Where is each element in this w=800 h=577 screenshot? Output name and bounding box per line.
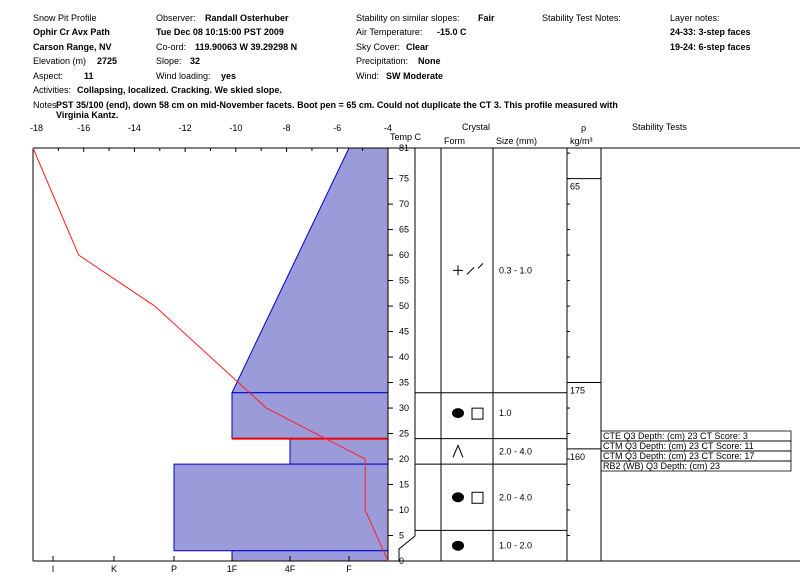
- wind-loading-value: yes: [221, 71, 237, 81]
- air-temp-value: -15.0 C: [437, 27, 467, 37]
- crystal-column: [415, 263, 567, 550]
- depth-tick-label-2: 10: [399, 505, 410, 516]
- hardness-tick-label-5: F: [346, 564, 352, 574]
- slash-1: [467, 267, 474, 274]
- temp-tick-label-6: -6: [333, 123, 342, 133]
- depth-tick-label-5: 25: [399, 428, 410, 439]
- hardness-layer-2: [290, 439, 388, 464]
- grain-size-4: 1.0 - 2.0: [499, 540, 533, 551]
- stability-similar-value: Fair: [478, 13, 495, 23]
- slope-label: Slope:: [156, 56, 182, 66]
- datetime: Tue Dec 08 10:15:00 PST 2009: [156, 27, 284, 37]
- depth-tick-label-6: 30: [399, 403, 410, 414]
- slope-value: 32: [190, 56, 201, 66]
- temp-tick-label-4: -10: [229, 123, 243, 133]
- temp-tick-label-7: -4: [383, 123, 393, 133]
- density-value-1: 175: [570, 385, 586, 396]
- grain-size-1: 1.0: [499, 408, 512, 419]
- stability-similar-label: Stability on similar slopes:: [356, 13, 460, 23]
- depth-tick-label-16: 81: [399, 143, 410, 153]
- depth-tick-label-7: 35: [399, 377, 410, 388]
- rounded-grain-dot: [452, 492, 464, 502]
- depth-tick-label-13: 65: [399, 224, 410, 235]
- depth-axis: [388, 143, 409, 566]
- depth-tick-label-1: 5: [399, 530, 405, 541]
- stability-test-text-1: CTM Q3 Depth: (cm) 23 CT Score: 11: [603, 441, 754, 451]
- density-value-2: 160: [570, 451, 586, 462]
- size-column-header: Size (mm): [496, 136, 537, 146]
- form-column-header: Form: [444, 136, 465, 146]
- stability-test-text-3: RB2 (WB) Q3 Depth: (cm) 23: [603, 461, 721, 471]
- notes-label: Notes:: [33, 100, 60, 110]
- range: Carson Range, NV: [33, 42, 112, 52]
- hardness-layer-4: [232, 551, 388, 561]
- depth-tick-label-11: 55: [399, 275, 410, 286]
- depth-tick-label-8: 40: [399, 352, 410, 363]
- layer-note-1: 24-33: 3-step faces: [670, 27, 751, 37]
- crystal-column-header: Crystal: [462, 122, 491, 132]
- rho-column-header: ρ: [581, 123, 587, 133]
- sky-value: Clear: [406, 42, 429, 52]
- activities-label: Activities:: [33, 85, 72, 95]
- depth-tick-label-4: 20: [399, 454, 410, 465]
- aspect-value: 11: [84, 71, 94, 81]
- stability-test-text-0: CTE Q3 Depth: (cm) 23 CT Score: 3: [603, 431, 748, 441]
- precip-label: Precipitation:: [356, 56, 409, 66]
- chart-frame: [33, 148, 800, 561]
- depth-tick-label-15: 75: [399, 173, 410, 184]
- hardness-layer-1: [232, 393, 388, 439]
- observer-label: Observer:: [156, 13, 196, 23]
- rounding-faceted-icon: [452, 408, 483, 419]
- depth-tick-label-12: 60: [399, 250, 410, 261]
- stability-tests-column-header: Stability Tests: [632, 122, 687, 132]
- hardness-layers: [174, 148, 388, 561]
- elevation-value: 2725: [97, 56, 118, 66]
- layer-note-2: 19-24: 6-step faces: [670, 42, 751, 52]
- grain-size-2: 2.0 - 4.0: [499, 446, 533, 457]
- notes-line-1: PST 35/100 (end), down 58 cm on mid-November facets. Boot pen = 65 cm. Could not duplicate the CT 3. This profile measured with: [56, 100, 618, 110]
- grain-size-3: 2.0 - 4.0: [499, 492, 533, 503]
- hardness-tick-label-4: 4F: [284, 564, 296, 574]
- density-column: [567, 153, 601, 535]
- depth-hoar-icon: [453, 445, 463, 457]
- sky-label: Sky Cover:: [356, 42, 401, 52]
- hardness-tick-label-3: 1F: [226, 564, 238, 574]
- precip-value: None: [418, 56, 441, 66]
- temp-tick-label-3: -12: [178, 123, 192, 133]
- aspect-label: Aspect:: [33, 71, 64, 81]
- temp-tick-label-5: -8: [282, 123, 291, 133]
- layer-notes-label: Layer notes:: [670, 13, 720, 23]
- hardness-layer-3: [174, 464, 388, 551]
- temp-tick-label-2: -14: [127, 123, 141, 133]
- hardness-tick-label-1: K: [110, 564, 118, 574]
- depth-tick-label-9: 45: [399, 326, 410, 337]
- wind-loading-label: Wind loading:: [156, 71, 211, 81]
- temp-tick-label-0: -18: [30, 123, 44, 133]
- temp-column-header: Temp C: [390, 132, 422, 142]
- location: Ophir Cr Avx Path: [33, 27, 110, 37]
- wind-value: SW Moderate: [386, 71, 444, 81]
- stability-tests-column: [601, 431, 791, 471]
- faceted-grain-square: [472, 408, 483, 419]
- hardness-tick-label-2: P: [170, 564, 178, 574]
- rounded-grain-dot: [452, 408, 464, 418]
- coord-label: Co-ord:: [156, 42, 187, 52]
- faceted-grain-square: [472, 492, 483, 503]
- grain-size-0: 0.3 - 1.0: [499, 265, 533, 276]
- rho-unit-header: kg/m³: [570, 136, 593, 146]
- depth-tick-label-3: 15: [399, 479, 410, 490]
- hardness-layer-0: [232, 148, 388, 393]
- depth-tick-label-14: 70: [399, 199, 410, 210]
- density-value-0: 65: [570, 181, 581, 192]
- melt-form-icon: [452, 541, 464, 551]
- stability-test-text-2: CTM Q3 Depth: (cm) 23 CT Score: 17: [603, 451, 755, 461]
- rounding-faceted-icon: [452, 492, 483, 503]
- hardness-tick-label-0: I: [51, 564, 55, 574]
- depth-tick-label-0: 0: [399, 556, 405, 566]
- elevation-label: Elevation (m): [33, 56, 87, 66]
- observer-value: Randall Osterhuber: [205, 13, 289, 23]
- temp-tick-label-1: -16: [77, 123, 91, 133]
- stability-notes-label: Stability Test Notes:: [542, 13, 621, 23]
- profile-title: Snow Pit Profile: [33, 13, 97, 23]
- air-temp-label: Air Temperature:: [356, 27, 423, 37]
- notes-line-2: Virginia Kantz.: [56, 110, 119, 120]
- coord-value: 119.90063 W 39.29298 N: [195, 42, 298, 52]
- slash-2: [478, 263, 483, 268]
- depth-tick-label-10: 50: [399, 301, 410, 312]
- activities-value: Collapsing, localized. Cracking. We skied slope.: [77, 85, 282, 95]
- decomposing-fragments-icon: [453, 263, 483, 275]
- wind-label: Wind:: [356, 71, 380, 81]
